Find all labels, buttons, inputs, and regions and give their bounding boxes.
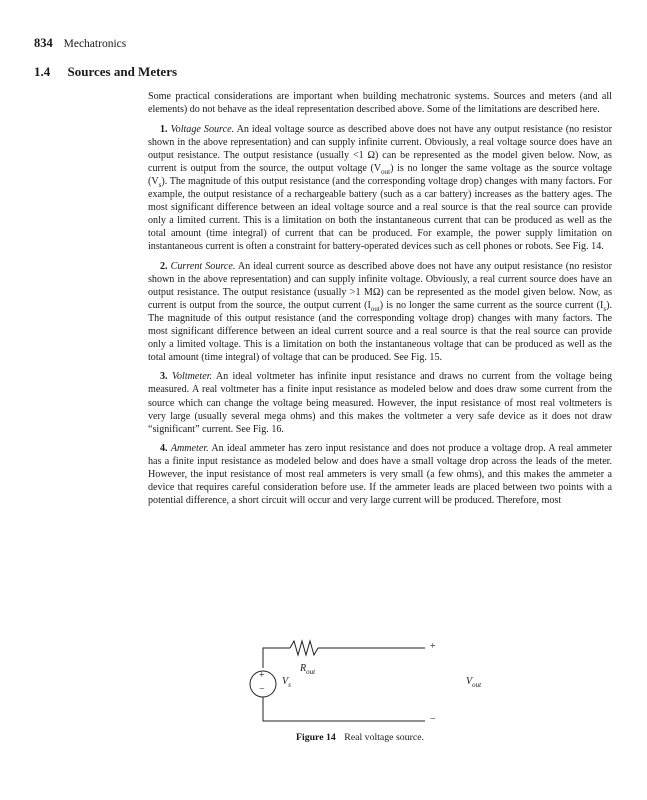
item-voltmeter [148, 370, 612, 435]
top-wire-left [263, 648, 290, 650]
item-text: An ideal current source as described above does not have any output resistance (no resistor shown in the above representation) and can supply infinite voltage. Obviously, a real current source does have an output resistance. The output resistance (usually >1 MΩ) can be represented as the model given below. Now, as current is output from the source, the output current (I [148, 260, 612, 311]
item-number: 4. [160, 443, 168, 455]
label-v-out: $V_{out}$ [466, 676, 482, 689]
section-title: Sources and Meters [67, 64, 178, 79]
page-number: 834 [34, 36, 53, 50]
label-vs: $V_s$ [282, 676, 291, 689]
circuit-diagram [240, 630, 450, 730]
item-number: 3. [160, 371, 168, 383]
subscript: s [603, 304, 607, 313]
item-text: ). The magnitude of this output resistance (and the corresponding voltage drop) changes with many factors. The most significant difference between an ideal current source and a real source is that the real source can provide only a limited voltage. This is a limitation on both the instantaneous voltage that can be produced as well as the total amount (time integral) of voltage that can be produced. See Fig. 15. [148, 299, 612, 363]
item-term: Current Source. [170, 260, 236, 272]
intro-paragraph: Some practical considerations are important when building mechatronic systems. Sources and meters (and all elements) do not behave as the ideal representation described above. Some of the limitations are described here. [148, 91, 612, 116]
item-voltage-source [148, 123, 612, 253]
item-term: Voltmeter. [171, 371, 213, 383]
source-minus-sign: − [259, 684, 265, 695]
running-title: Mechatronics [63, 38, 127, 50]
subscript: out [370, 304, 380, 313]
subscript: s [158, 180, 162, 189]
body-text [148, 90, 612, 514]
item-ammeter [148, 442, 612, 507]
figure-caption [296, 732, 424, 743]
item-number: 1. [160, 123, 168, 135]
source-plus-sign: + [259, 670, 265, 681]
item-text: ). The magnitude of this output resistance (and the corresponding voltage drop) changes with many factors. For example, the output resistance of a rechargeable battery (such as a car battery) increases as the battery ages. The most significant difference between an ideal voltage source and a real source is that the real source can provide only a limited current. This is a limitation on both the instantaneous current that can be produced as well as the total amount (time integral) of current that can be produced. For example, the power supply limitation on instantaneous current is often a constraint for battery-operated devices such as cell phones or robots. See Fig. 14. [148, 175, 612, 253]
label-r-out: $R_{out}$ [300, 663, 316, 676]
terminal-minus: − [430, 714, 436, 725]
section-number: 1.4 [34, 64, 51, 79]
subscript: out [381, 167, 391, 176]
item-text: An ideal voltmeter has infinite input resistance and draws no current from the voltage being measured. A real voltmeter has a finite input resistance as modeled below and does draw some current from the source which can change the voltage being measured. However, the input resistance of most real voltmeters is very large (usually several mega ohms) and this makes the voltmeter a very safe device as it does not draw “significant” current. See Fig. 16. [148, 371, 612, 435]
item-text: ) is no longer the same voltage as the source voltage (V [148, 162, 612, 187]
item-number: 2. [160, 260, 168, 272]
resistor-r-out [290, 641, 318, 655]
section-heading [34, 64, 177, 80]
item-current-source [148, 260, 612, 364]
running-head [34, 36, 126, 51]
caption-text: Real voltage source. [344, 732, 424, 743]
left-wire-bottom [263, 697, 425, 721]
item-term: Voltage Source. [170, 123, 235, 135]
item-text: ) is no longer the same current as the source current (I [379, 299, 604, 311]
item-text: An ideal voltage source as described above does not have any output resistance (no resistor shown in the above representation) and can supply infinite current. Obviously, a real voltage source does have an output resistance. The output resistance (usually <1 Ω) can be represented as the model given below. Now, as current is output from the source, the output voltage (V [148, 123, 612, 174]
item-term: Ammeter. [170, 443, 209, 455]
caption-label: Figure 14 [296, 732, 336, 743]
item-text: An ideal ammeter has zero input resistance and does not produce a voltage drop. A real ammeter has a finite input resistance as modeled below and does have a small voltage drop across the leads of the meter. However, the input resistance of most real ammeters is very small (a few ohms), and this makes the ammeter a device that requires careful consideration before use. If the ammeter leads are placed between two points with a potential difference, a short circuit will occur and very large current will be produced. Therefore, most [148, 443, 612, 507]
terminal-plus: + [430, 641, 436, 652]
